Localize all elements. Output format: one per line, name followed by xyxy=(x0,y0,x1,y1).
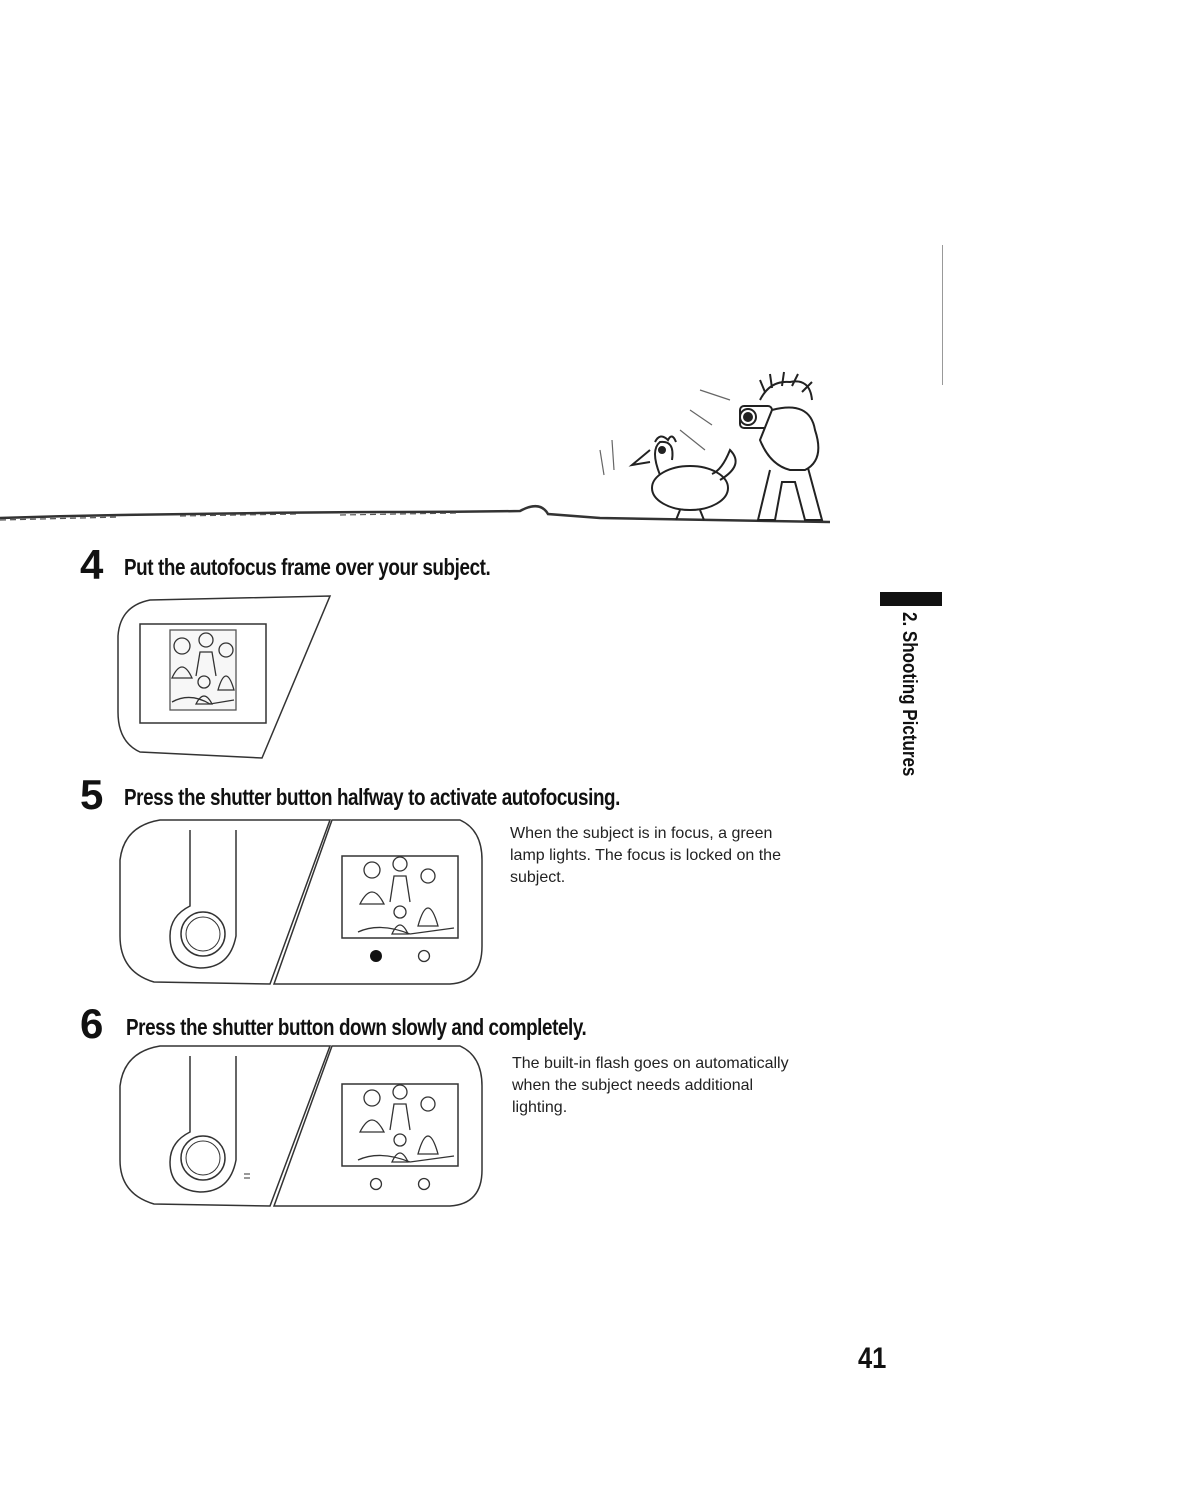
step-5-number: 5 xyxy=(80,771,104,818)
shutter-button-icon xyxy=(181,912,225,956)
flash-lamp-indicator-icon xyxy=(419,1179,430,1190)
chicken-icon xyxy=(632,436,736,520)
step-5-camera-illustration xyxy=(110,816,490,988)
step-6-camera-illustration xyxy=(110,1042,490,1212)
green-lamp-indicator-icon xyxy=(370,950,382,962)
chapter-tab-label: 2. Shooting Pictures xyxy=(898,612,920,777)
cartoon-photographer-illustration xyxy=(0,370,840,540)
photographer-icon xyxy=(740,372,822,520)
chapter-tab xyxy=(896,612,926,812)
step-6-caption: The built-in flash goes on automatically when the subject needs additional lighting. xyxy=(512,1055,789,1116)
page-margin-line xyxy=(942,245,943,385)
step-6-title: Press the shutter button down slowly and completely. xyxy=(126,1014,587,1040)
green-lamp-indicator-icon xyxy=(371,1179,382,1190)
family-picture-icon xyxy=(170,630,236,710)
step-4-number: 4 xyxy=(80,541,104,588)
chapter-tab-marker xyxy=(880,592,942,606)
step-6-number: 6 xyxy=(80,1000,104,1047)
step-4-title: Put the autofocus frame over your subject. xyxy=(124,554,491,580)
shutter-button-icon xyxy=(181,1136,225,1180)
step-4-camera-illustration xyxy=(110,592,340,762)
step-5-caption: When the subject is in focus, a green lamp lights. The focus is locked on the subject. xyxy=(510,825,781,886)
page-number: 41 xyxy=(858,1342,887,1375)
flash-lamp-indicator-icon xyxy=(419,951,430,962)
step-5-title: Press the shutter button halfway to activate autofocusing. xyxy=(124,784,620,810)
